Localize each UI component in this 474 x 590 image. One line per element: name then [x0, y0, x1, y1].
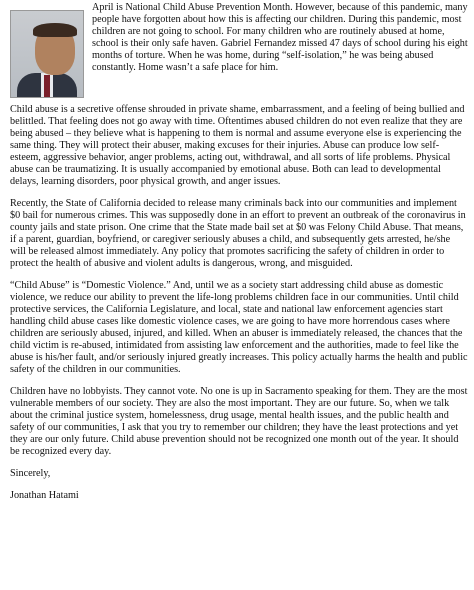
letter-body — [10, 104, 468, 512]
body-paragraph-1: Child abuse is a secretive offense shrouded in private shame, embarrassment, and a feeling of being bullied and belittled. That feeling does not go away with time. Oftentimes abused children do not even realize that they are being abused – they believe what is happening to them is normal and assume everyone else is experiencing the same thing. They will protect their abuser, making excuses for their injuries. Abuse can produce low self-esteem, aggressive behavior, anger problems, acting out, withdrawal, and all sorts of life problems. Physical abuse can be traumatizing. It is usually accompanied by emotional abuse. Both can lead to developmental delays, learning disorders, poor physical growth, and anger issues. — [10, 104, 465, 187]
body-paragraph-2: Recently, the State of California decided to release many criminals back into our communities and implement $0 bail for numerous crimes. This was supposedly done in an effort to prevent an outbreak of the coronavirus in county jails and state prison. One crime that the State made bail set at $0 was Felony Child Abuse. That means, if a parent, guardian, boyfriend, or caregiver seriously abuses a child, and subsequently gets arrested, he/she will be released almost immediately. Any policy that promotes sacrificing the safety of children in order to protect the health of abusive and violent adults is dangerous, wrong, and misguided. — [10, 198, 466, 269]
body-paragraph-3: “Child Abuse” is “Domestic Violence.” And, until we as a society start addressing child abuse as domestic violence, we reduce our ability to prevent the life-long problems children face in our communities. Until child protective services, the California Legislature, and local, state and national law enforcement agencies start handling child abuse cases like domestic violence cases, we are going to have more horrendous cases where children are seriously abused, injured, and killed. When an abuser is immediately released, the chances that the child victim is re-abused, intimidated from assisting law enforcement and the authorities, made to feel like the abuse is his/her fault, and/or seriously injured greatly increases. This policy actually harms the health and public safety of the children in our communities. — [10, 280, 468, 375]
body-paragraph-4: Children have no lobbyists. They cannot vote. No one is up in Sacramento speaking for them. They are the most vulnerable members of our society. They are also the most important. They are our future. So, when we talk about the criminal justice system, homelessness, drug usage, mental health issues, and the public health and safety of our communities, I ask that you try to remember our children; they have the least protections and yet they are our only future. Child abuse prevention should not be recognized one month out of the year. It should be recognized every day. — [10, 386, 468, 457]
portrait-hair — [33, 23, 77, 37]
intro-paragraph: April is National Child Abuse Prevention Month. However, because of this pandemic, many people have forgotten about how this is affecting our children. During this pandemic, most children are not going to school. For many children who are routinely abused at home, school is their only safe haven. Gabriel Fernandez missed 47 days of school during his eight months of torture. When he was home, during “self-isolation,” he was being abused constantly. Home wasn’t a safe place for him. — [92, 2, 468, 73]
intro-block — [92, 2, 468, 74]
signature-name: Jonathan Hatami — [10, 490, 79, 501]
closing-salutation: Sincerely, — [10, 468, 51, 479]
portrait-tie — [44, 75, 50, 98]
author-portrait-image — [10, 10, 84, 98]
